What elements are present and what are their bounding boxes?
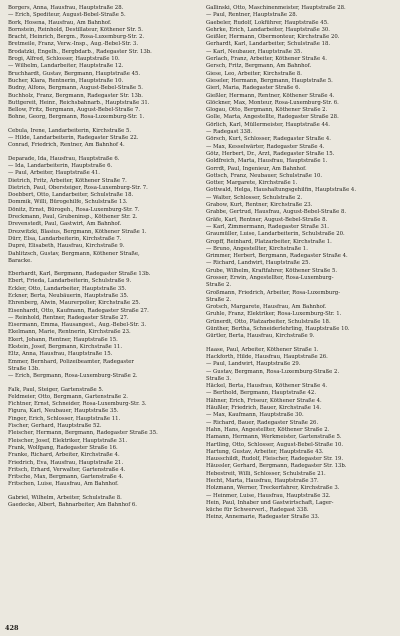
directory-entry: Gottwald, Helga, Haushaltungsgehilfin, Hauptstraße 4.: [206, 187, 357, 194]
directory-entry: Hahn, Hans, Angestellter, Köthener Straße 2.: [206, 426, 330, 433]
directory-entry: Grube, Wilhelm, Kraftfahrer, Köthener Straße 5.: [206, 267, 338, 274]
directory-entry: Bucher, Klara, Rentnerin, Hauptstraße 10.: [8, 77, 124, 84]
directory-entry: — Max, Kesselwärter, Radegaster Straße 4.: [206, 143, 325, 150]
directory-entry: — Paul, Arbeiter, Hauptstraße 41.: [8, 170, 100, 177]
directory-entry: küche für Schwerverl., Radegast 338.: [206, 507, 309, 514]
directory-entry: — Erich, Spediteur, August-Bebel-Straße 5.: [8, 12, 126, 19]
directory-entry: Gotter, Margarete, Kirchstraße 1.: [206, 180, 298, 187]
directory-entry: Gallinski, Otto, Maschinenmeister, Hauptstraße 28.: [206, 5, 346, 11]
directory-entry: Borgers, Anna, Hausfrau, Hauptstraße 28.: [8, 5, 124, 11]
directory-entry: Finger, Erich, Schlosser, Hauptstraße 11.: [8, 415, 121, 422]
directory-entry: Hartling, Otto, Schlosser, August-Bebel-Straße 10.: [206, 441, 344, 448]
directory-entry: Grünerdt, Otto, Platzarbeiter, Schulstraße 18.: [206, 318, 331, 325]
directory-entry: Holzmann, Werner, Treckerfahrer, Kirchstraße 3.: [206, 485, 340, 492]
directory-entry: — Paul, Landwirt, Hauptstraße 29.: [206, 361, 301, 368]
directory-entry: Ekelmann, Marie, Rentnerin, Kirchstraße 23.: [8, 329, 131, 336]
directory-entry: Glogau, Otto, Bergmann, Köthener Straße 2.: [206, 107, 328, 114]
directory-entry: Budny, Alfons, Bergmann, August-Bebel-Straße 5.: [8, 85, 144, 92]
directory-entry: Fritsch, Erhard, Verwalter, Gartenstraße 4.: [8, 466, 126, 473]
directory-entry: Eisermann, Emma, Hausangest., Aug.-Bebel-Str. 3.: [8, 322, 147, 329]
directory-entry: Straße 2.: [206, 296, 232, 303]
directory-entry: Eberhardt, Karl, Bergmann, Radegaster Straße 13b.: [8, 271, 151, 278]
directory-entry: — Berthold, Bergmann, Hauptstraße 42.: [206, 390, 317, 397]
directory-entry: Gersch, Fritz, Bergmann, Am Bahnhof.: [206, 63, 312, 70]
directory-entry: Drezwitzki, Blasius, Bergmann, Köthener Straße 1.: [8, 228, 147, 235]
directory-entry: Straße 3.: [206, 375, 232, 382]
directory-entry: Götz, Herbert, Dr., Arzt, Radegaster Straße 15.: [206, 150, 335, 157]
directory-entry: Hähner, Erich, Friseur, Köthener Straße 4.: [206, 397, 322, 404]
directory-entry: Görlich, Karl, Müllermeister, Hauptstraße 44.: [206, 121, 330, 128]
directory-entry: Dupré, Elisabeth, Hausfrau, Kirchstraße 9.: [8, 243, 125, 250]
directory-entry: Frank, Wolfgang, Radegaster Straße 16.: [8, 444, 118, 451]
directory-entry: Buchholz, Franz, Bergmann, Radegaster Str. 13b.: [8, 92, 144, 99]
directory-entry: Dreckmann, Paul, Grubeninsp., Köthener Str. 2.: [8, 214, 138, 221]
directory-entry: — Reinhold, Rentner, Radegaster Straße 27.: [8, 314, 129, 321]
directory-entry: Bruchhardt, Gustav, Bergmann, Hauptstraße 45.: [8, 70, 141, 77]
directory-entry: Görsch, Kurt, Schlosser, Radegaster Straße 4.: [206, 136, 331, 143]
directory-entry: Gerhardt, Karl, Landarbeiter, Schulstraße 18.: [206, 41, 331, 48]
directory-entry: Golle, Marta, Angestellte, Radegaster Straße 28.: [206, 114, 339, 121]
directory-entry: Bornstein, Reinhold, Destillateur, Köthener Str. 5.: [8, 26, 143, 33]
directory-entry: — Richard, Landwirt, Hauptstraße 25.: [206, 260, 311, 267]
directory-entry: Glöckner, Max, Monteur, Rosa-Luxemburg-Str. 6.: [206, 99, 339, 106]
directory-entry: Günther, Bertha, Schneiderlehrling, Hauptstraße 10.: [206, 326, 350, 333]
directory-entry: Bork, Hosena, Hausfrau, Am Bahnhof.: [8, 19, 112, 26]
directory-entry: Grosser, Erwin, Angestellter, Rosa-Luxemburg-: [206, 274, 334, 281]
directory-entry: — Max, Kaufmann, Hauptstraße 30.: [206, 412, 304, 419]
directory-entry: Gaebeler, Rudolf, Lokführer, Hauptstraße 45.: [206, 19, 329, 26]
directory-entry: Doebbert, Otto, Landarbeiter, Schulstraße 18.: [8, 192, 134, 199]
directory-entry: — Wilhelm, Landarbeiter, Hauptstraße 12.: [8, 63, 124, 70]
left-column: [8, 5, 194, 509]
directory-entry: Gräfe, Karl, Rentner, August-Bebel-Straße 8.: [206, 216, 328, 223]
directory-entry: Gerlach, Franz, Arbeiter, Köthener Straße 4.: [206, 56, 327, 63]
directory-entry: Häußler, Friedrich, Bauer, Kirchstraße 14.: [206, 405, 322, 412]
directory-entry: Ekert, Johann, Rentner, Hauptstraße 15.: [8, 336, 118, 343]
directory-entry: Straße 13b.: [8, 365, 40, 372]
directory-entry: Grotsch, Margarete, Hausfrau, Am Bahnhof.: [206, 304, 327, 311]
directory-entry: Buttgereit, Heinr., Reichsbahnarb., Hauptstraße 31.: [8, 99, 150, 106]
directory-entry: — Ida, Landarbeiterin, Hauptstraße 6.: [8, 162, 113, 169]
directory-entry: Gießler, Hermann, Rentner, Köthener Straße 4.: [206, 92, 335, 99]
directory-entry: Gürtler, Berta, Hausfrau, Kirchstraße 9.: [206, 333, 315, 340]
directory-entry: Graumüller, Luise, Landarbeiterin, Schulstraße 20.: [206, 231, 345, 238]
directory-entry: Fritschen, Luise, Hausfrau, Am Bahnhof.: [8, 481, 119, 488]
directory-entry: Gabriel, Wilhelm, Arbeiter, Schulstraße 8.: [8, 494, 122, 501]
directory-entry: Eckner, Berta, Neubäuerin, Hauptstraße 35.: [8, 292, 129, 299]
directory-entry: — Karl, Neubauer, Hauptstraße 35.: [206, 48, 303, 55]
directory-entry: Gehrke, Erich, Landarbeiter, Hauptstraße 30.: [206, 26, 330, 33]
directory-entry: — Karl, Zimmermann, Radegaster Straße 31.: [206, 223, 329, 230]
directory-entry: Conrad, Friedrich, Rentner, Am Bahnhof 4.: [8, 142, 125, 149]
directory-entry: Grimmer, Herbert, Bergmann, Radegaster Straße 4.: [206, 253, 348, 260]
directory-entry: Ebert, Frieda, Landarbeiterin, Schulstraße 9.: [8, 278, 132, 285]
directory-entry: Straße 2.: [206, 282, 232, 289]
directory-entry: Falk, Paul, Steiger, Gartenstraße 5.: [8, 386, 104, 393]
directory-entry: Heinz, Annemarie, Radegaster Straße 33.: [206, 514, 320, 521]
directory-entry: Gruhle, Franz, Elektriker, Rosa-Luxemburg-Str. 1.: [206, 311, 342, 318]
directory-entry: Gropff, Reinhard, Platzarbeiter, Kirchstraße 1.: [206, 238, 332, 245]
directory-entry: Emmer, Bernhard, Polizeibeamter, Radegaster: [8, 358, 134, 365]
directory-entry: Fritsche, Max, Bergmann, Gartenstraße 4.: [8, 474, 124, 481]
directory-entry: Dönitz, Ernst, Bürogeh., Rosa-Luxemburg-Str. 7.: [8, 206, 140, 213]
directory-entry: Fleischer, Josef, Elektriker, Hauptstraße 31.: [8, 437, 128, 444]
directory-entry: Dürr, Elsa, Landarbeiterin, Kirchstraße 7.: [8, 235, 122, 242]
directory-entry: Gierl, Maria, Radegaster Straße 6.: [206, 85, 301, 92]
directory-entry: Gottsch, Franz, Neubauer, Schulstraße 10.: [206, 172, 323, 179]
directory-entry: Dietrich, Fritz, Arbeiter, Köthener Straße 7.: [8, 177, 127, 184]
directory-entry: Grabbe, Gertrud, Hausfrau, August-Bebel-Straße 8.: [206, 209, 347, 216]
directory-entry: Bellow, Fritz, Bergmann, August-Bebel-Straße 7.: [8, 107, 141, 114]
directory-entry: Hebestreit, Willi, Schlosser, Schulstraße 21.: [206, 470, 326, 477]
directory-entry: Bretmeile, Franz, Verw.-Insp., Aug.-Bebel-Str. 3.: [8, 41, 139, 48]
directory-entry: Häckel, Berta, Hausfrau, Köthener Straße 4.: [206, 383, 328, 390]
directory-entry: Hackforth, Hilde, Hausfrau, Hauptstraße 26.: [206, 353, 328, 360]
directory-entry: — Erich, Bergmann, Rosa-Luxemburg-Straße 2.: [8, 373, 138, 380]
directory-entry: Brodatzki, Engelh., Bergbdarb., Radegaster Str. 13b.: [8, 48, 152, 55]
directory-entry: — Gustav, Bergmann, Rosa-Luxemburg-Straße 2.: [206, 368, 340, 375]
right-column: [206, 5, 392, 522]
directory-entry: Eltz, Anna, Hausfrau, Hauptstraße 15.: [8, 351, 113, 358]
directory-entry: Deparade, Ida, Hausfrau, Hauptstraße 6.: [8, 155, 120, 162]
directory-entry: Ekstein, Josef, Bergmann, Kirchstraße 11.: [8, 344, 123, 351]
directory-entry: Hartung, Gustav, Arbeiter, Hauptstraße 43.: [206, 448, 324, 455]
directory-entry: — Radegast 338.: [206, 129, 253, 136]
directory-entry: Gieseler, Hermann, Bergmann, Hauptstraße 5.: [206, 77, 333, 84]
directory-entry: Gorrdt, Paul, Ingenieur, Am Bahnhof.: [206, 165, 307, 172]
directory-entry: Baracke.: [8, 257, 32, 264]
directory-entry: Dommik, Willi, Bürogehilfe, Schulstraße 13.: [8, 199, 128, 206]
directory-entry: Friedrich, Eva, Hausfrau, Hauptstraße 21.: [8, 459, 124, 466]
directory-entry: — Bruno, Angestellter, Kirchstraße 1.: [206, 245, 308, 252]
directory-entry: Hamann, Hermann, Werkmeister, Gartenstraße 5.: [206, 434, 342, 441]
directory-entry: Feldmeier, Otto, Bergmann, Gartenstraße 2.: [8, 393, 128, 400]
directory-entry: Grabow, Kurt, Rentner, Kirchstraße 23.: [206, 202, 313, 209]
directory-entry: Fleischer, Hermann, Bergmann, Radegaster Straße 35.: [8, 430, 158, 437]
directory-entry: — Paul, Rentner, Hauptstraße 28.: [206, 12, 298, 19]
directory-entry: Geißler, Hermann, Obermonteur, Kirchstraße 20.: [206, 34, 340, 41]
directory-entry: Eckler, Otto, Landarbeiter, Hauptstraße 35.: [8, 285, 127, 292]
directory-entry: Gaedecke, Albert, Bahnarbeiter, Am Bahnhof 6.: [8, 502, 137, 508]
directory-entry: — Hilde, Landarbeiterin, Radegaster Straße 22.: [8, 135, 139, 142]
directory-entry: Drevenstedt, Paul, Gastwirt, Am Bahnhof.: [8, 221, 122, 228]
directory-entry: Franke, Richard, Arbeiter, Kirchstraße 4.: [8, 452, 120, 459]
directory-entry: Fischer, Gerhard, Hauptstraße 52.: [8, 423, 102, 430]
directory-entry: Dietrich, Paul, Obersteiger, Rosa-Luxemburg-Str. 7.: [8, 184, 148, 191]
directory-entry: Hecht, Marta, Hausfrau, Hauptstraße 37.: [206, 478, 319, 484]
directory-entry: Hausschildt, Rudolf, Fleischer, Radegaster Str. 19.: [206, 456, 344, 463]
directory-entry: Fichtner, Ernst, Schneider, Rosa-Luxemburg-Str. 3.: [8, 401, 147, 408]
directory-entry: Figura, Karl, Neubauer, Hauptstraße 35.: [8, 408, 119, 415]
directory-entry: Bracht, Heinrich, Bergm., Rosa-Luxemburg-Str. 2.: [8, 34, 145, 41]
page-number: 428: [5, 624, 19, 632]
directory-entry: Cebula, Irene, Landarbeiterin, Kirchstraße 5.: [8, 127, 132, 134]
directory-entry: Brogi, Alfred, Schlosser, Hauptstraße 10.: [8, 56, 120, 63]
directory-entry: Ehrenberg, Alwin, Maurerpolier, Kirchstraße 25.: [8, 300, 141, 307]
directory-entry: Giese, Leo, Arbeiter, Kirchstraße 8.: [206, 70, 302, 77]
directory-entry: — Richard, Bauer, Radegaster Straße 26.: [206, 419, 319, 426]
directory-entry: Hein, Paul, Inhaber und Gastwirtschaft, Lager-: [206, 499, 334, 506]
directory-entry: Bohne, Georg, Bergmann, Rosa-Luxemburg-Str. 1.: [8, 114, 145, 121]
directory-entry: Häussler, Gerhard, Bergmann, Radegaster Str. 13b.: [206, 463, 347, 470]
directory-entry: Goldfreich, Marta, Hausfrau, Hauptstraße 1.: [206, 158, 328, 165]
directory-entry: — Heinmer, Luise, Hausfrau, Hauptstraße 32.: [206, 492, 331, 499]
directory-entry: Haase, Paul, Arbeiter, Köthener Straße 1.: [206, 346, 319, 353]
directory-entry: — Walter, Schlosser, Schulstraße 2.: [206, 194, 303, 201]
directory-entry: Großmann, Friedrich, Arbeiter, Rosa-Luxemburg-: [206, 289, 341, 296]
directory-entry: Dahlitzsch, Gustav, Bergmann, Köthener Straße,: [8, 250, 140, 257]
directory-entry: Eisenhardt, Otto, Kaufmann, Radegaster Straße 27.: [8, 307, 149, 314]
